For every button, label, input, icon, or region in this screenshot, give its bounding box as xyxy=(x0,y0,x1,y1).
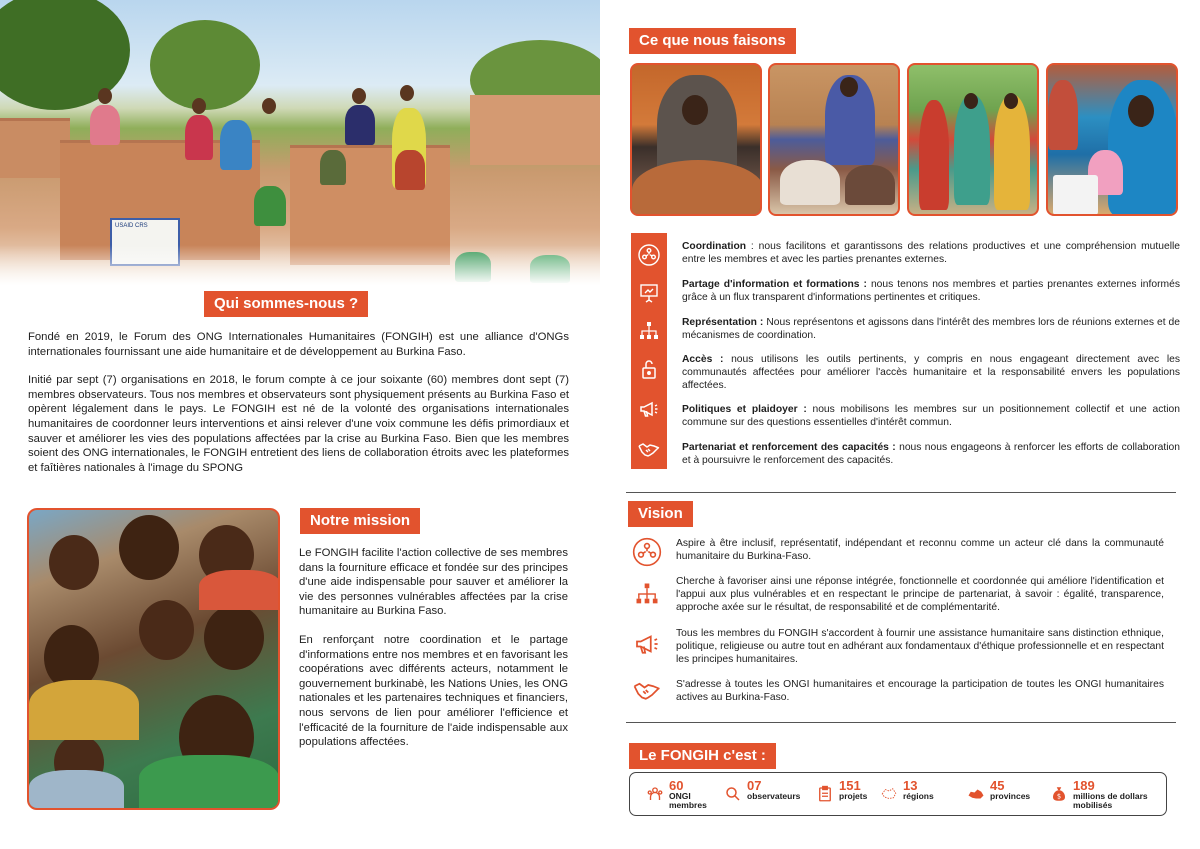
activity-representation: Représentation : Nous représentons et agissons dans l'intérêt des membres lors de réunions externes et de mécanismes de coordination. xyxy=(682,317,1180,341)
magnifier-icon xyxy=(722,783,744,805)
stat-provinces: 45 provinces xyxy=(965,779,1030,805)
stat-funds: $ 189 millions de dollars mobilisés xyxy=(1048,779,1148,810)
people-icon xyxy=(644,783,666,805)
svg-text:$: $ xyxy=(1056,792,1062,801)
activity-coordination: Coordination : nous facilitons et garantissons des relations productives et une compréhension mutuelle entre les membres et avec les parties prenantes externes. xyxy=(682,241,1180,265)
activity-photo-3 xyxy=(907,63,1039,216)
unlock-icon xyxy=(631,351,667,387)
section-title-stats: Le FONGIH c'est : xyxy=(629,743,776,769)
activity-advocacy: Politiques et plaidoyer : nous mobilisons les membres sur un positionnement collectif et une action commune sur des questions essentielles d'intérêt commun. xyxy=(682,404,1180,428)
megaphone-icon xyxy=(631,391,667,427)
activity-access: Accès : nous utilisons les outils pertinents, y compris en nous engageant directement avec les communautés affectées pour améliorer l'accès humanitaire et la responsabilité envers les populations affectées. xyxy=(682,354,1180,391)
divider xyxy=(626,492,1176,493)
about-paragraph-2: Initié par sept (7) organisations en 2018, le forum compte à ce jour soixante (60) membres dont sept (7) membres observateurs. Tous nos membres et observateurs sont physiquement présents au Burkina Faso et opèrent légalement dans le pays. Le FONGIH est né de la volonté des organisations internationales humanitaires de coordonner leurs interventions et ainsi relever d'une voix commune les défis primordiaux et sauver et améliorer les vies des populations affectées par la crise au Burkina Faso. Bien que les membres soient des ONG internationales, le FONGIH entretient des liens de collaboration étroits avec les plateformes et faîtières nationales à l'image du SPONG xyxy=(28,374,569,474)
activity-photo-4 xyxy=(1046,63,1178,216)
vision-item-1: Aspire à être inclusif, représentatif, indépendant et reconnu comme un acteur clé dans la communauté humanitaire du Burkina-Faso. xyxy=(676,538,1164,562)
section-title-activities: Ce que nous faisons xyxy=(629,28,796,54)
stat-projects: 151 projets xyxy=(814,779,867,805)
about-text xyxy=(28,330,569,489)
stat-members: 60 ONGI membres xyxy=(644,779,707,810)
stat-regions: 13 régions xyxy=(878,779,934,805)
mission-paragraph-1: Le FONGIH facilite l'action collective de ses membres dans la fourniture efficace et fondée sur des principes d'une aide indispensable pour sauver et améliorer la vie des personnes vulnérables affectées par la crise humanitaire au Burkina Faso. xyxy=(299,547,568,618)
hierarchy-icon xyxy=(629,576,665,612)
section-title-vision: Vision xyxy=(628,501,693,527)
map-region-icon xyxy=(965,783,987,805)
money-bag-icon xyxy=(1048,783,1070,805)
activities-icon-column xyxy=(631,233,667,469)
vision-item-4: S'adresse à toutes les ONGI humanitaires et encourage la participation de toutes les ONGI humanitaires actives au Burkina-Faso. xyxy=(676,679,1164,703)
children-photo xyxy=(27,508,280,810)
section-title-about: Qui sommes-nous ? xyxy=(204,291,368,317)
mission-text xyxy=(299,546,568,764)
stats-panel xyxy=(629,772,1167,816)
map-icon xyxy=(878,783,900,805)
vision-item-2: Cherche à favoriser ainsi une réponse intégrée, fonctionnelle et coordonnée qui améliore l'identification et l'appui aux plus vulnérables et en respectant le principe de partenariat, à savoir : égalité, transparence, approche axée sur le résultat, de responsabilité et de complémentarité. xyxy=(676,576,1164,613)
usaid-sign: USAID CRS xyxy=(110,218,180,266)
activity-photo-2 xyxy=(768,63,900,216)
hierarchy-icon xyxy=(631,313,667,349)
network-people-icon xyxy=(629,534,665,570)
handshake-icon xyxy=(629,672,665,708)
activity-partnership: Partenariat et renforcement des capacités : nous nous engageons à renforcer les efforts de collaboration et à poursuivre le renforcement des capacités. xyxy=(682,442,1181,466)
activity-photo-1 xyxy=(630,63,762,216)
clipboard-icon xyxy=(814,783,836,805)
vision-item-3: Tous les membres du FONGIH s'accordent à fournir une assistance humanitaire sans distinction ethnique, politique, religieuse ou autre tout en adhérant aux fondamentaux d'éthique professionnelle et en respectant les principes humanitaires. xyxy=(676,628,1164,665)
megaphone-icon xyxy=(629,626,665,662)
mission-paragraph-2: En renforçant notre coordination et le partage d'informations entre nos membres et en favorisant les coopérations avec différents acteurs, notamment le gouvernement burkinabè, les Nations Unies, les ONG nationales et les partenaires techniques et financiers, nous servons de lien pour améliorer l'efficience et l'efficacité de la fourniture de l'aide indispensable aux populations affectées. xyxy=(299,633,568,749)
divider xyxy=(626,722,1176,723)
hero-photo-water-point xyxy=(0,0,600,285)
presentation-icon xyxy=(631,275,667,311)
about-paragraph-1: Fondé en 2019, le Forum des ONG Internationales Humanitaires (FONGIH) est une alliance d'ONGs internationales fournissant une aide humanitaire et de développement au Burkina Faso. xyxy=(28,331,569,358)
stat-observers: 07 observateurs xyxy=(722,779,800,805)
section-title-mission: Notre mission xyxy=(300,508,420,534)
network-people-icon xyxy=(631,237,667,273)
handshake-icon xyxy=(631,431,667,467)
activity-information-sharing: Partage d'information et formations : nous tenons nos membres et parties prenantes externes informés grâce à un flux transparent d'informations pertinentes et critiques. xyxy=(682,279,1181,303)
